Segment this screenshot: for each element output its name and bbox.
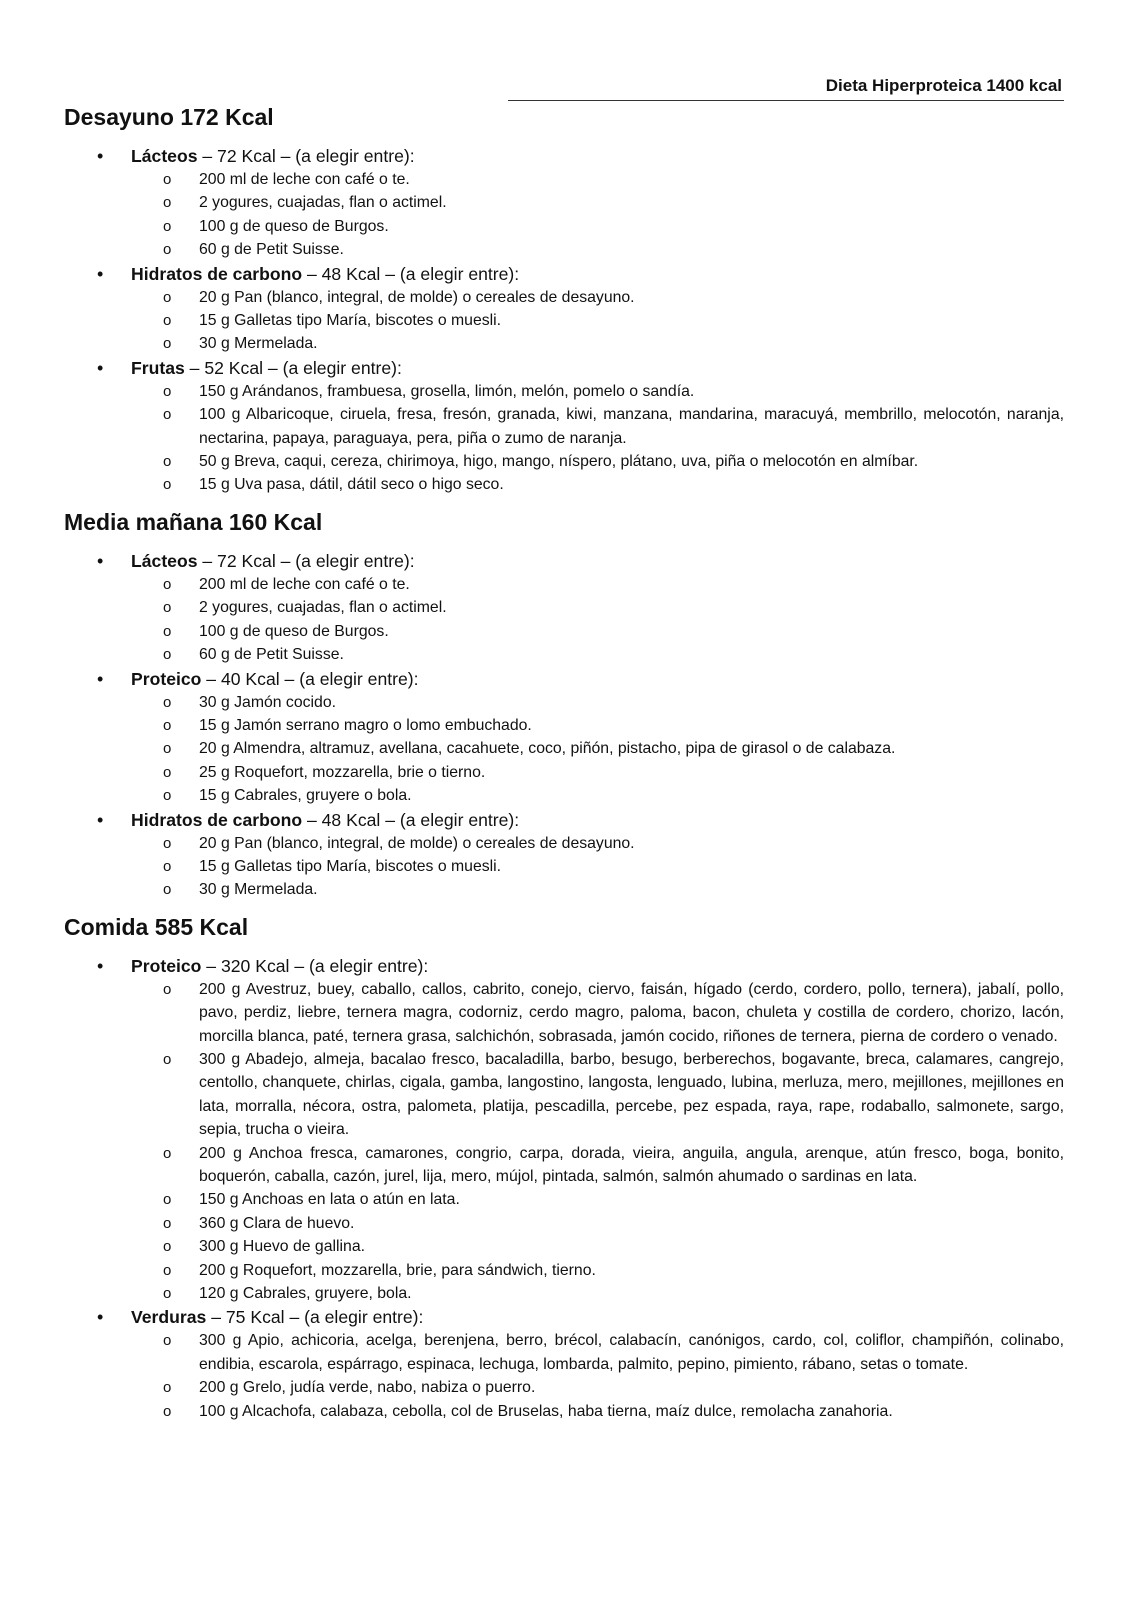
- food-option: [131, 1212, 1064, 1235]
- food-option: [131, 691, 1064, 714]
- circle-bullet-icon: o: [163, 1261, 172, 1279]
- food-group-detail: – 72 Kcal – (a elegir entre):: [197, 550, 415, 571]
- food-option: [131, 1259, 1064, 1282]
- circle-bullet-icon: o: [163, 217, 172, 235]
- food-option-text: 150 g Arándanos, frambuesa, grosella, limón, melón, pomelo o sandía.: [199, 382, 695, 400]
- food-option: [131, 878, 1064, 901]
- bullet-icon: •: [97, 146, 104, 166]
- food-group-name: Hidratos de carbono: [131, 809, 303, 830]
- food-option: [131, 620, 1064, 643]
- food-group-heading: [97, 1305, 1064, 1329]
- food-option-text: 360 g Clara de huevo.: [199, 1214, 355, 1232]
- food-option-text: 100 g Albaricoque, ciruela, fresa, fresón, granada, kiwi, manzana, mandarina, maracuyá, membrillo, melocotón, naranja, nectarina, papaya, paraguaya, pera, piña o zumo de naranja.: [199, 406, 1064, 447]
- food-option: [131, 643, 1064, 666]
- food-option: [131, 286, 1064, 309]
- circle-bullet-icon: o: [163, 1050, 172, 1068]
- circle-bullet-icon: o: [163, 1285, 172, 1303]
- food-group-detail: – 320 Kcal – (a elegir entre):: [201, 955, 429, 976]
- circle-bullet-icon: o: [163, 171, 172, 188]
- circle-bullet-icon: o: [163, 1238, 172, 1256]
- food-option-list: [131, 691, 1064, 808]
- food-option-text: 15 g Galletas tipo María, biscotes o muesli.: [199, 857, 502, 875]
- bullet-icon: •: [97, 955, 104, 976]
- circle-bullet-icon: o: [163, 881, 172, 899]
- food-option: [131, 1376, 1064, 1399]
- bullet-icon: •: [97, 263, 104, 284]
- food-option-text: 200 g Avestruz, buey, caballo, callos, cabrito, conejo, ciervo, faisán, hígado (cerdo, cordero, pollo, ternera), jabalí, pollo, pavo, perdiz, liebre, ternera magra, codorniz, cerdo magro, paloma, bacon, chuleta y costilla de cordero, chorizo, lacón, morcilla blanca, paté, ternera grasa, salchichón, sobrasada, jamón cocido, riñones de ternera, pierna de cordero o venado.: [199, 980, 1064, 1045]
- food-option-text: 50 g Breva, caqui, cereza, chirimoya, higo, mango, níspero, plátano, uva, piña o melocotón en almíbar.: [199, 453, 919, 471]
- food-option: [131, 215, 1064, 238]
- food-option-text: 200 ml de leche con café o te.: [199, 575, 410, 593]
- food-option: [131, 1282, 1064, 1305]
- food-group-detail: – 48 Kcal – (a elegir entre):: [302, 263, 520, 284]
- circle-bullet-icon: o: [163, 622, 172, 640]
- food-option: [131, 168, 1064, 191]
- food-group: [64, 667, 1064, 808]
- circle-bullet-icon: o: [163, 787, 172, 805]
- bullet-icon: •: [97, 1307, 104, 1328]
- circle-bullet-icon: o: [163, 241, 172, 259]
- food-group: [64, 549, 1064, 667]
- food-group-detail: – 48 Kcal – (a elegir entre):: [302, 809, 520, 830]
- food-option-list: [131, 832, 1064, 902]
- food-group-detail: – 52 Kcal – (a elegir entre):: [184, 357, 402, 378]
- document-content: [64, 102, 1064, 1423]
- food-option: [131, 380, 1064, 403]
- food-option: [131, 573, 1064, 596]
- food-group: [64, 954, 1064, 1306]
- bullet-icon: •: [97, 357, 104, 378]
- food-option-text: 15 g Uva pasa, dátil, dátil seco o higo seco.: [199, 476, 504, 494]
- food-option: [131, 473, 1064, 496]
- food-group: [64, 262, 1064, 356]
- food-option-text: 20 g Pan (blanco, integral, de molde) o cereales de desayuno.: [199, 288, 635, 306]
- food-option-text: 200 ml de leche con café o te.: [199, 171, 410, 188]
- circle-bullet-icon: o: [163, 716, 172, 734]
- food-option-text: 15 g Galletas tipo María, biscotes o muesli.: [199, 312, 502, 330]
- bullet-icon: •: [97, 550, 104, 571]
- food-option-text: 150 g Anchoas en lata o atún en lata.: [199, 1191, 460, 1209]
- food-option: [131, 1048, 1064, 1142]
- food-option-text: 200 g Roquefort, mozzarella, brie, para sándwich, tierno.: [199, 1261, 596, 1279]
- food-option-text: 300 g Apio, achicoria, acelga, berenjena, berro, brécol, calabacín, canónigos, cardo, col, coliflor, champiñón, colinabo, endibia, escarola, espárrago, espinaca, lechuga, lombarda, palmito, pepino, pimiento, rábano, setas o tomate.: [199, 1332, 1064, 1373]
- circle-bullet-icon: o: [163, 599, 172, 617]
- bullet-icon: •: [97, 809, 104, 830]
- meal-title: Desayuno 172 Kcal: [64, 104, 274, 130]
- food-option-text: 100 g de queso de Burgos.: [199, 217, 389, 235]
- food-group: [64, 144, 1064, 262]
- circle-bullet-icon: o: [163, 1144, 172, 1162]
- circle-bullet-icon: o: [163, 693, 172, 711]
- meal-section: [64, 507, 1064, 902]
- food-option: [131, 737, 1064, 760]
- meal-section: [64, 102, 1064, 497]
- circle-bullet-icon: o: [163, 312, 172, 330]
- food-option: [131, 1235, 1064, 1258]
- food-option-list: [131, 168, 1064, 262]
- meal-title: Comida 585 Kcal: [64, 913, 249, 940]
- food-option: [131, 1329, 1064, 1376]
- food-option: [131, 761, 1064, 784]
- food-group-name: Lácteos: [131, 146, 198, 166]
- food-option-text: 120 g Cabrales, gruyere, bola.: [199, 1285, 412, 1303]
- food-option-text: 15 g Jamón serrano magro o lomo embuchado.: [199, 716, 532, 734]
- food-option-list: [131, 573, 1064, 667]
- food-group-heading: [97, 954, 1064, 978]
- document-header: Dieta Hiperproteica 1400 kcal: [508, 76, 1064, 101]
- food-option-text: 20 g Almendra, altramuz, avellana, cacahuete, coco, piñón, pistacho, pipa de girasol o de calabaza.: [199, 740, 896, 758]
- food-group-heading: [97, 667, 1064, 691]
- food-group-detail: – 75 Kcal – (a elegir entre):: [206, 1307, 424, 1328]
- food-option-text: 200 g Anchoa fresca, camarones, congrio, carpa, dorada, vieira, anguila, angula, arenque, atún fresco, boga, bonito, boquerón, caballa, cazón, jurel, lija, mero, mújol, pintada, salmón, salmón ahumado o sardinas en lata.: [199, 1144, 1064, 1185]
- food-group-heading: [97, 262, 1064, 286]
- circle-bullet-icon: o: [163, 980, 172, 998]
- food-option-list: [131, 286, 1064, 356]
- food-option-text: 200 g Grelo, judía verde, nabo, nabiza o puerro.: [199, 1379, 536, 1397]
- food-group-detail: – 72 Kcal – (a elegir entre):: [197, 146, 415, 166]
- food-group-name: Hidratos de carbono: [131, 263, 303, 284]
- circle-bullet-icon: o: [163, 1191, 172, 1209]
- food-option: [131, 855, 1064, 878]
- food-option-text: 2 yogures, cuajadas, flan o actimel.: [199, 599, 447, 617]
- food-option: [131, 238, 1064, 261]
- food-group-heading: [97, 144, 1064, 168]
- circle-bullet-icon: o: [163, 476, 172, 494]
- food-option-text: 30 g Mermelada.: [199, 881, 318, 899]
- food-option: [131, 978, 1064, 1048]
- food-option: [131, 309, 1064, 332]
- food-option-text: 15 g Cabrales, gruyere o bola.: [199, 787, 412, 805]
- food-group-heading: [97, 808, 1064, 832]
- food-option-text: 30 g Mermelada.: [199, 335, 318, 353]
- food-option: [131, 191, 1064, 214]
- food-group-name: Proteico: [131, 668, 202, 689]
- bullet-icon: •: [97, 668, 104, 689]
- food-option-text: 300 g Huevo de gallina.: [199, 1238, 365, 1256]
- circle-bullet-icon: o: [163, 857, 172, 875]
- food-group-heading: [97, 549, 1064, 573]
- food-group-heading: [97, 356, 1064, 380]
- circle-bullet-icon: o: [163, 834, 172, 852]
- food-option: [131, 403, 1064, 450]
- circle-bullet-icon: o: [163, 288, 172, 306]
- food-option-text: 25 g Roquefort, mozzarella, brie o tierno.: [199, 763, 486, 781]
- food-option-text: 30 g Jamón cocido.: [199, 693, 336, 711]
- circle-bullet-icon: o: [163, 1214, 172, 1232]
- circle-bullet-icon: o: [163, 1332, 172, 1350]
- food-group-detail: – 40 Kcal – (a elegir entre):: [201, 668, 419, 689]
- food-option-text: 60 g de Petit Suisse.: [199, 646, 344, 664]
- food-option-list: [131, 380, 1064, 497]
- circle-bullet-icon: o: [163, 740, 172, 758]
- food-group: [64, 356, 1064, 497]
- food-option-list: [131, 978, 1064, 1306]
- food-group-name: Proteico: [131, 955, 202, 976]
- circle-bullet-icon: o: [163, 1402, 172, 1420]
- food-option: [131, 450, 1064, 473]
- food-option-text: 300 g Abadejo, almeja, bacalao fresco, bacaladilla, barbo, besugo, berberechos, bogavante, breca, calamares, cangrejo, centollo, chanquete, chirlas, cigala, gamba, langostino, langosta, lenguado, lubina, merluza, mero, mejillones, mejillones en lata, morralla, nécora, ostra, palometa, platija, pescadilla, percebe, pez espada, raya, rape, rodaballo, salmonete, sargo, sepia, trucha o vieira.: [199, 1050, 1064, 1139]
- food-option-text: 60 g de Petit Suisse.: [199, 241, 344, 259]
- food-option-text: 2 yogures, cuajadas, flan o actimel.: [199, 194, 447, 212]
- circle-bullet-icon: o: [163, 575, 172, 593]
- food-option-text: 100 g Alcachofa, calabaza, cebolla, col de Bruselas, haba tierna, maíz dulce, remolacha zanahoria.: [199, 1402, 893, 1420]
- circle-bullet-icon: o: [163, 194, 172, 212]
- circle-bullet-icon: o: [163, 453, 172, 471]
- food-option: [131, 1400, 1064, 1423]
- circle-bullet-icon: o: [163, 335, 172, 353]
- circle-bullet-icon: o: [163, 382, 172, 400]
- food-option: [131, 332, 1064, 355]
- food-option: [131, 714, 1064, 737]
- meal-title: Media mañana 160 Kcal: [64, 508, 323, 535]
- food-option: [131, 784, 1064, 807]
- food-group: [64, 1305, 1064, 1423]
- food-group-name: Verduras: [131, 1307, 207, 1328]
- food-option: [131, 1142, 1064, 1189]
- food-group-name: Lácteos: [131, 550, 198, 571]
- meal-section: [64, 912, 1064, 1423]
- circle-bullet-icon: o: [163, 646, 172, 664]
- circle-bullet-icon: o: [163, 406, 172, 424]
- circle-bullet-icon: o: [163, 763, 172, 781]
- food-option: [131, 1188, 1064, 1211]
- circle-bullet-icon: o: [163, 1379, 172, 1397]
- food-option: [131, 832, 1064, 855]
- food-option-text: 100 g de queso de Burgos.: [199, 622, 389, 640]
- food-option-list: [131, 1329, 1064, 1423]
- food-group: [64, 808, 1064, 902]
- food-option-text: 20 g Pan (blanco, integral, de molde) o cereales de desayuno.: [199, 834, 635, 852]
- food-option: [131, 596, 1064, 619]
- food-group-name: Frutas: [131, 357, 185, 378]
